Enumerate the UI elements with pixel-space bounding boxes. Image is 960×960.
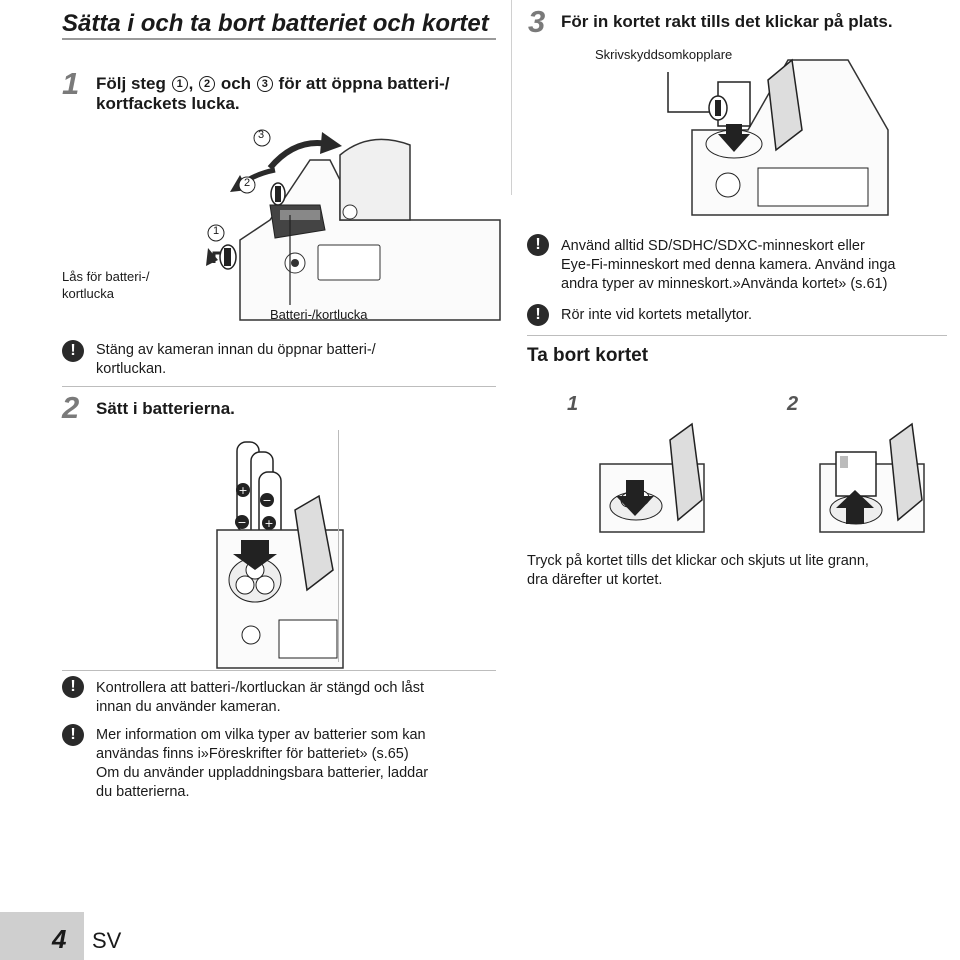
remove-card-pull-illustration <box>818 420 924 532</box>
step-3-number: 3 <box>528 4 546 39</box>
svg-text:+: + <box>238 484 248 497</box>
battery-insertion-illustration <box>215 430 345 670</box>
door-label: Batteri-/kortlucka <box>270 307 368 322</box>
caution-icon: ! <box>62 340 84 362</box>
page-number: 4 <box>52 924 67 954</box>
note-card-types-line2: Eye-Fi-minneskort med denna kamera. Använd inga <box>561 257 896 273</box>
caution-icon: ! <box>527 304 549 326</box>
note-metal-contacts: Rör inte vid kortets metallytor. <box>561 307 752 323</box>
note-card-types-line3: andra typer av minneskort.»Använda kortet» (s.61) <box>561 276 888 292</box>
step-1-text-line2: kortfackets lucka. <box>96 94 240 113</box>
remove-caption-line2: dra därefter ut kortet. <box>527 572 663 588</box>
step-3-text: För in kortet rakt tills det klickar på plats. <box>561 12 893 31</box>
remove-step-2: 2 <box>787 393 799 415</box>
circled-1: 1 <box>172 76 188 92</box>
note-battery-types-line4: du batterierna. <box>96 784 190 800</box>
note-check-door-line2: innan du använder kameran. <box>96 699 281 715</box>
divider <box>62 670 496 671</box>
fig-step-3-num: 3 <box>258 129 265 141</box>
circled-2: 2 <box>199 76 215 92</box>
svg-text:−: − <box>262 494 272 507</box>
caution-icon: ! <box>527 234 549 256</box>
note-battery-types-line2: användas finns i»Föreskrifter för batteriet» (s.65) <box>96 746 409 762</box>
camera-door-illustration <box>200 120 500 320</box>
note-card-types <box>561 237 895 294</box>
remove-card-header: Ta bort kortet <box>527 345 649 366</box>
step-1-text-post: för att öppna batteri-/ <box>278 74 450 93</box>
note-battery-types-line1: Mer information om vilka typer av batterier som kan <box>96 727 426 743</box>
step-2-number: 2 <box>62 390 80 425</box>
note-check-door-line1: Kontrollera att batteri-/kortluckan är stängd och låst <box>96 680 425 696</box>
remove-step-1: 1 <box>567 393 579 415</box>
note-battery-types-line3: Om du använder uppladdningsbara batterier, laddar <box>96 765 429 781</box>
note-power-off-line2: kortluckan. <box>96 361 167 377</box>
step-1-number: 1 <box>62 66 80 101</box>
step-1-text-pre: Följ steg <box>96 74 166 93</box>
write-protect-label: Skrivskyddsomkopplare <box>595 47 733 62</box>
circled-3: 3 <box>257 76 273 92</box>
fig-step-2-num: 2 <box>244 177 251 189</box>
caution-icon: ! <box>62 724 84 746</box>
remove-card-push-illustration <box>598 420 704 532</box>
step-1-comma: , <box>188 74 194 93</box>
note-battery-types <box>96 726 428 802</box>
note-card-types-line1: Använd alltid SD/SDHC/SDXC-minneskort eller <box>561 238 865 254</box>
step-2-text: Sätt i batterierna. <box>96 399 235 418</box>
svg-text:+: + <box>264 517 274 530</box>
step-1-text <box>96 74 506 114</box>
note-power-off <box>96 341 376 379</box>
column-divider <box>511 0 512 195</box>
language-code: SV <box>92 928 122 953</box>
lock-label-line1: Lås för batteri-/ <box>62 269 150 284</box>
remove-caption <box>527 552 869 590</box>
lock-label <box>62 268 149 302</box>
note-check-door <box>96 679 424 717</box>
caution-icon: ! <box>62 676 84 698</box>
step-1-och: och <box>220 74 252 93</box>
card-insertion-illustration <box>668 60 888 220</box>
svg-text:−: − <box>237 516 247 529</box>
divider <box>527 335 947 336</box>
divider <box>62 386 496 387</box>
lock-label-line2: kortlucka <box>62 286 115 301</box>
page-number-box <box>0 912 84 960</box>
page-title: Sätta i och ta bort batteriet och kortet <box>62 10 489 37</box>
remove-caption-line1: Tryck på kortet tills det klickar och skjuts ut lite grann, <box>527 553 869 569</box>
fig-border <box>338 430 339 662</box>
title-rule <box>62 38 496 40</box>
fig-step-1-num: 1 <box>213 225 220 237</box>
note-power-off-line1: Stäng av kameran innan du öppnar batteri-/ <box>96 342 376 358</box>
